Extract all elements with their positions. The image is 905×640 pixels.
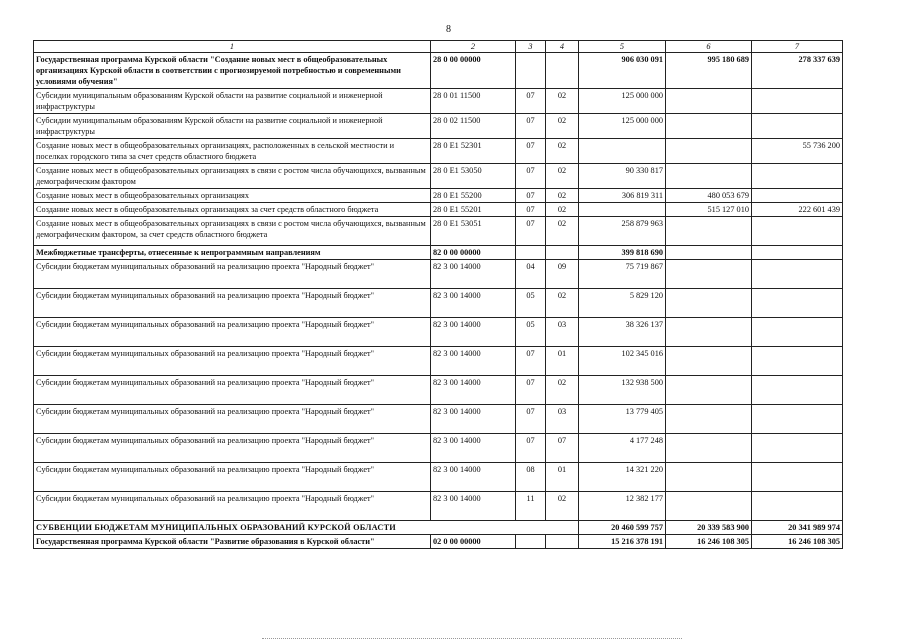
cell-code: 28 0 E1 53050: [431, 164, 516, 189]
cell-v6: [666, 289, 752, 318]
cell-v6: 995 180 689: [666, 53, 752, 89]
cell-v6: [666, 492, 752, 521]
cell-rz: 07: [516, 164, 546, 189]
cell-name: Субсидии бюджетам муниципальных образований на реализацию проекта "Народный бюджет": [34, 405, 431, 434]
cell-code: 02 0 00 00000: [431, 535, 516, 549]
cell-v5: 14 321 220: [579, 463, 666, 492]
cell-name: Субсидии муниципальным образованиям Курской области на развитие социальной и инженерной инфраструктуры: [34, 89, 431, 114]
header-cell: 2: [431, 41, 516, 53]
cell-v5: 132 938 500: [579, 376, 666, 405]
cell-code: 28 0 01 11500: [431, 89, 516, 114]
cell-v6: 480 053 679: [666, 189, 752, 203]
cell-pr: [546, 53, 579, 89]
header-cell: 6: [666, 41, 752, 53]
table-row: [34, 289, 843, 318]
cell-v5: 258 879 963: [579, 217, 666, 246]
cell-v5: 102 345 016: [579, 347, 666, 376]
table-row: [34, 260, 843, 289]
cell-pr: 02: [546, 164, 579, 189]
cell-code: 82 3 00 14000: [431, 463, 516, 492]
table-row: [34, 535, 843, 549]
cell-rz: 08: [516, 463, 546, 492]
cell-v5: 75 719 867: [579, 260, 666, 289]
table-row: [34, 347, 843, 376]
cell-v6: [666, 434, 752, 463]
cell-name: Межбюджетные трансферты, отнесенные к непрограммным направлениям: [34, 246, 431, 260]
cell-name: Создание новых мест в общеобразовательных организациях, расположенных в сельской местности и поселках городского типа за счет средств областного бюджета: [34, 139, 431, 164]
cell-v7: [752, 492, 843, 521]
cell-code: 82 3 00 14000: [431, 318, 516, 347]
cell-v5: 5 829 120: [579, 289, 666, 318]
cell-name: Субсидии муниципальным образованиям Курской области на развитие социальной и инженерной инфраструктуры: [34, 114, 431, 139]
cell-code: 82 3 00 14000: [431, 434, 516, 463]
table-row: [34, 114, 843, 139]
cell-v6: 16 246 108 305: [666, 535, 752, 549]
cell-pr: 09: [546, 260, 579, 289]
cell-v5: 38 326 137: [579, 318, 666, 347]
cell-name: Создание новых мест в общеобразовательных организациях: [34, 189, 431, 203]
cell-v6: [666, 217, 752, 246]
cell-name: Субсидии бюджетам муниципальных образований на реализацию проекта "Народный бюджет": [34, 347, 431, 376]
cell-v7: [752, 189, 843, 203]
table-row: [34, 376, 843, 405]
cell-name: Создание новых мест в общеобразовательных организациях в связи с ростом числа обучающихся, вызванным демографическим фактором: [34, 164, 431, 189]
cell-rz: 07: [516, 89, 546, 114]
cell-pr: 02: [546, 217, 579, 246]
table-row: [34, 492, 843, 521]
table-row: [34, 139, 843, 164]
cell-pr: 03: [546, 318, 579, 347]
cell-code: 82 3 00 14000: [431, 492, 516, 521]
cell-v7: [752, 164, 843, 189]
cell-v7: [752, 246, 843, 260]
cell-pr: [546, 535, 579, 549]
cell-code: 28 0 00 00000: [431, 53, 516, 89]
cell-v5: 906 030 091: [579, 53, 666, 89]
cell-pr: 02: [546, 189, 579, 203]
cell-v6: [666, 376, 752, 405]
header-cell: 5: [579, 41, 666, 53]
cell-pr: 02: [546, 89, 579, 114]
cell-v6: [666, 139, 752, 164]
cell-rz: 07: [516, 114, 546, 139]
table-row: [34, 89, 843, 114]
cell-code: 82 3 00 14000: [431, 347, 516, 376]
cell-pr: 02: [546, 492, 579, 521]
header-cell: 4: [546, 41, 579, 53]
cell-v7: [752, 434, 843, 463]
cell-pr: 07: [546, 434, 579, 463]
page-number: 8: [446, 24, 451, 35]
cell-code: 82 3 00 14000: [431, 376, 516, 405]
cell-v7: 16 246 108 305: [752, 535, 843, 549]
cell-v6: [666, 405, 752, 434]
cell-name: Создание новых мест в общеобразовательных организациях в связи с ростом числа обучающихся, вызванным демографическим фактором, за счет средств областного бюджета: [34, 217, 431, 246]
cell-rz: 05: [516, 318, 546, 347]
cell-rz: 07: [516, 434, 546, 463]
cell-v5: 4 177 248: [579, 434, 666, 463]
cell-name: Субсидии бюджетам муниципальных образований на реализацию проекта "Народный бюджет": [34, 318, 431, 347]
cell-rz: 07: [516, 139, 546, 164]
cell-v5: 399 818 690: [579, 246, 666, 260]
cell-v6: [666, 89, 752, 114]
cell-v6: 515 127 010: [666, 203, 752, 217]
cell-v7: [752, 217, 843, 246]
cell-v5: 20 460 599 757: [579, 521, 666, 535]
cell-rz: 07: [516, 405, 546, 434]
cell-rz: 11: [516, 492, 546, 521]
cell-v7: [752, 89, 843, 114]
cell-v6: [666, 164, 752, 189]
header-cell: 1: [34, 41, 431, 53]
cell-code: 28 0 02 11500: [431, 114, 516, 139]
cell-pr: 01: [546, 347, 579, 376]
cell-v6: [666, 347, 752, 376]
cell-v7: [752, 114, 843, 139]
table-row: [34, 217, 843, 246]
cell-v7: [752, 260, 843, 289]
scan-edge-line: [262, 638, 682, 639]
cell-pr: 02: [546, 289, 579, 318]
cell-name: Субсидии бюджетам муниципальных образований на реализацию проекта "Народный бюджет": [34, 260, 431, 289]
cell-rz: 07: [516, 217, 546, 246]
header-cell: 7: [752, 41, 843, 53]
table-row: [34, 246, 843, 260]
cell-v7: 55 736 200: [752, 139, 843, 164]
cell-pr: 03: [546, 405, 579, 434]
cell-rz: 07: [516, 203, 546, 217]
cell-v5: 125 000 000: [579, 114, 666, 139]
cell-v6: [666, 318, 752, 347]
cell-v6: 20 339 583 900: [666, 521, 752, 535]
cell-name: Государственная программа Курской области "Развитие образования в Курской области": [34, 535, 431, 549]
cell-name: СУБВЕНЦИИ БЮДЖЕТАМ МУНИЦИПАЛЬНЫХ ОБРАЗОВАНИЙ КУРСКОЙ ОБЛАСТИ: [34, 521, 579, 535]
cell-name: Субсидии бюджетам муниципальных образований на реализацию проекта "Народный бюджет": [34, 463, 431, 492]
cell-code: 28 0 E1 52301: [431, 139, 516, 164]
cell-code: 28 0 E1 55201: [431, 203, 516, 217]
cell-rz: 07: [516, 347, 546, 376]
subvention-total-row: [34, 521, 843, 535]
cell-code: 82 3 00 14000: [431, 405, 516, 434]
cell-v5: [579, 203, 666, 217]
cell-v5: 13 779 405: [579, 405, 666, 434]
header-cell: 3: [516, 41, 546, 53]
cell-rz: [516, 535, 546, 549]
cell-v6: [666, 260, 752, 289]
cell-name: Субсидии бюджетам муниципальных образований на реализацию проекта "Народный бюджет": [34, 289, 431, 318]
cell-v5: 306 819 311: [579, 189, 666, 203]
cell-pr: [546, 246, 579, 260]
cell-rz: 07: [516, 376, 546, 405]
cell-v6: [666, 463, 752, 492]
cell-rz: 05: [516, 289, 546, 318]
cell-pr: 01: [546, 463, 579, 492]
cell-code: 28 0 E1 55200: [431, 189, 516, 203]
table-row: [34, 203, 843, 217]
cell-code: 82 0 00 00000: [431, 246, 516, 260]
cell-pr: 02: [546, 203, 579, 217]
cell-v5: [579, 139, 666, 164]
cell-v7: [752, 463, 843, 492]
table-row: [34, 164, 843, 189]
cell-name: Создание новых мест в общеобразовательных организациях за счет средств областного бюджета: [34, 203, 431, 217]
cell-v7: 222 601 439: [752, 203, 843, 217]
cell-v7: [752, 318, 843, 347]
table-row: [34, 189, 843, 203]
cell-v5: 90 330 817: [579, 164, 666, 189]
cell-pr: 02: [546, 114, 579, 139]
cell-v5: 15 216 378 191: [579, 535, 666, 549]
table-row: [34, 405, 843, 434]
table-header-row: [34, 41, 843, 53]
table-row: [34, 463, 843, 492]
cell-code: 82 3 00 14000: [431, 260, 516, 289]
cell-pr: 02: [546, 139, 579, 164]
cell-rz: [516, 53, 546, 89]
budget-table: [33, 40, 843, 549]
table-row: [34, 434, 843, 463]
cell-name: Субсидии бюджетам муниципальных образований на реализацию проекта "Народный бюджет": [34, 376, 431, 405]
table-row: [34, 53, 843, 89]
cell-name: Государственная программа Курской области "Создание новых мест в общеобразовательных организациях Курской области в соответствии с прогнозируемой потребностью и современными условиями обучения": [34, 53, 431, 89]
cell-rz: [516, 246, 546, 260]
cell-name: Субсидии бюджетам муниципальных образований на реализацию проекта "Народный бюджет": [34, 434, 431, 463]
cell-v7: [752, 289, 843, 318]
cell-v6: [666, 114, 752, 139]
cell-v7: [752, 376, 843, 405]
cell-rz: 04: [516, 260, 546, 289]
cell-rz: 07: [516, 189, 546, 203]
cell-v5: 12 382 177: [579, 492, 666, 521]
cell-v7: 20 341 989 974: [752, 521, 843, 535]
cell-code: 28 0 E1 53051: [431, 217, 516, 246]
cell-v7: [752, 347, 843, 376]
cell-name: Субсидии бюджетам муниципальных образований на реализацию проекта "Народный бюджет": [34, 492, 431, 521]
cell-v7: 278 337 639: [752, 53, 843, 89]
table-row: [34, 318, 843, 347]
cell-v5: 125 000 000: [579, 89, 666, 114]
cell-v7: [752, 405, 843, 434]
cell-code: 82 3 00 14000: [431, 289, 516, 318]
cell-v6: [666, 246, 752, 260]
cell-pr: 02: [546, 376, 579, 405]
